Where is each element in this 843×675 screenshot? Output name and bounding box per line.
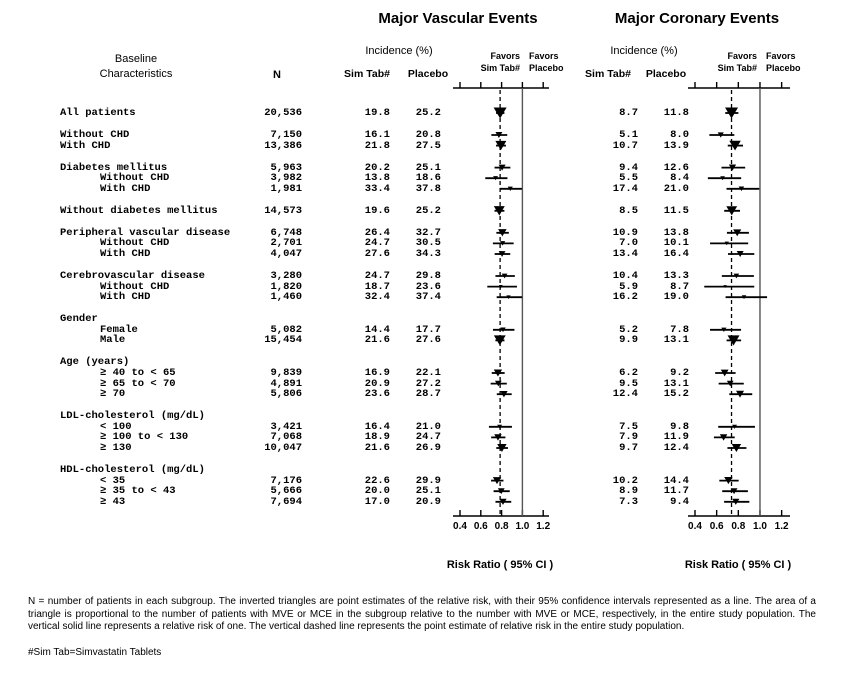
row-mve-placebo: 21.0	[415, 420, 441, 433]
row-mve-placebo: 37.4	[415, 291, 441, 304]
row-mce-sim: 9.9	[619, 334, 638, 347]
row-mve-placebo: 27.5	[415, 139, 441, 152]
axis-tick-label: 0.4	[688, 521, 702, 532]
baseline-header-line1: Baseline	[114, 53, 158, 65]
row-mce-placebo: 9.2	[670, 367, 689, 379]
axis-tick-label: 1.2	[536, 521, 551, 532]
row-mve-placebo: 32.7	[415, 226, 441, 239]
mce-favors-placebo-label: Favors Placebo	[766, 51, 801, 73]
mve-plot	[453, 82, 549, 516]
row-mce-placebo: 15.2	[663, 388, 689, 401]
mve-placebo-column-header: Placebo	[407, 68, 449, 80]
row-label: Without diabetes mellitus	[60, 204, 218, 217]
row-mve-sim: 19.8	[364, 107, 390, 119]
row-label: Without CHD	[100, 280, 170, 293]
row-n: 1,820	[270, 280, 302, 293]
row-n: 4,047	[270, 248, 302, 260]
row-n: 9,839	[270, 367, 302, 379]
mce-plot	[688, 82, 790, 516]
row-mve-sim: 22.6	[364, 474, 390, 487]
axis-tick-label: 0.8	[494, 521, 509, 532]
mve-title: Major Vascular Events	[378, 10, 538, 27]
mce-favors-sim-label: Favors Sim Tab#	[717, 51, 757, 73]
row-label: ≥ 40 to < 65	[100, 367, 176, 379]
row-mve-placebo: 25.1	[415, 485, 441, 498]
row-mve-placebo: 29.8	[415, 270, 441, 282]
row-n: 20,536	[264, 107, 302, 119]
row-mce-sim: 12.4	[612, 388, 638, 401]
row-mve-sim: 33.4	[364, 182, 390, 195]
row-mce-sim: 10.7	[612, 139, 638, 152]
row-mce-placebo: 12.6	[663, 161, 689, 174]
row-label: With CHD	[60, 139, 111, 152]
row-mve-sim: 14.4	[364, 323, 390, 336]
row-mve-sim: 21.6	[364, 334, 390, 347]
row-n: 5,806	[270, 388, 302, 401]
row-label: All patients	[60, 107, 136, 119]
row-mve-placebo: 24.7	[415, 431, 441, 444]
row-mce-sim: 8.5	[619, 204, 638, 217]
row-mce-placebo: 10.1	[663, 237, 689, 250]
row-mve-placebo: 37.8	[415, 182, 441, 195]
axis-tick-label: 0.4	[453, 521, 467, 532]
row-mce-sim: 10.2	[612, 474, 638, 487]
row-mve-sim: 21.8	[364, 139, 390, 152]
axis-tick-label: 0.8	[731, 521, 746, 532]
row-label: Without CHD	[60, 129, 130, 141]
row-n: 5,666	[270, 485, 302, 498]
row-label: ≥ 130	[100, 442, 132, 454]
row-mce-sim: 7.0	[619, 237, 638, 250]
row-label: Female	[100, 323, 138, 336]
row-mce-sim: 17.4	[612, 182, 638, 195]
row-mve-placebo: 34.3	[415, 248, 441, 260]
row-mve-sim: 23.6	[364, 388, 390, 401]
row-label: ≥ 100 to < 130	[100, 431, 189, 444]
row-label: Without CHD	[100, 172, 170, 185]
row-mve-sim: 24.7	[364, 237, 390, 250]
row-mce-placebo: 11.9	[663, 431, 689, 444]
row-mve-sim: 27.6	[364, 248, 390, 260]
row-mce-placebo: 9.8	[670, 420, 689, 433]
row-n: 1,981	[270, 182, 302, 195]
row-mve-placebo: 27.2	[415, 377, 441, 390]
row-mce-sim: 5.5	[619, 172, 638, 185]
row-label: < 100	[100, 420, 132, 433]
row-mve-placebo: 28.7	[415, 388, 441, 401]
row-n: 3,982	[270, 172, 302, 185]
row-mce-placebo: 14.4	[663, 474, 689, 487]
row-mce-sim: 16.2	[612, 291, 638, 304]
row-mce-sim: 10.4	[612, 270, 638, 282]
row-label: Diabetes mellitus	[60, 161, 168, 174]
row-mve-sim: 16.9	[364, 367, 390, 379]
row-mce-sim: 9.4	[619, 161, 638, 174]
row-mve-placebo: 17.7	[415, 323, 441, 336]
mve-incidence-header: Incidence (%)	[365, 45, 433, 57]
row-mve-sim: 20.2	[364, 161, 390, 174]
row-n: 10,047	[264, 442, 302, 454]
row-mve-sim: 20.0	[364, 485, 390, 498]
row-mce-sim: 7.9	[619, 431, 638, 444]
row-mve-placebo: 18.6	[415, 172, 441, 185]
row-mce-sim: 9.7	[619, 442, 638, 454]
row-mve-sim: 21.6	[364, 442, 390, 454]
row-label: LDL-cholesterol (mg/dL)	[60, 410, 205, 423]
row-mve-sim: 24.7	[364, 270, 390, 282]
row-mve-placebo: 20.8	[415, 129, 441, 141]
row-label: Peripheral vascular disease	[60, 226, 231, 239]
row-mve-placebo: 26.9	[415, 442, 441, 454]
row-n: 3,280	[270, 270, 302, 282]
row-mve-sim: 16.4	[364, 420, 390, 433]
mve-favors-sim-label: Favors Sim Tab#	[480, 51, 520, 73]
row-mce-sim: 5.2	[619, 323, 638, 336]
row-mce-placebo: 12.4	[663, 442, 689, 454]
row-mce-sim: 5.9	[619, 280, 638, 293]
row-label: HDL-cholesterol (mg/dL)	[60, 464, 205, 476]
axis-tick-label: 1.2	[774, 521, 789, 532]
row-mce-placebo: 11.7	[663, 485, 689, 498]
row-mve-placebo: 23.6	[415, 280, 441, 293]
row-mve-sim: 18.7	[364, 280, 390, 293]
row-label: ≥ 43	[100, 495, 126, 508]
row-mce-placebo: 8.4	[670, 172, 689, 185]
mve-risk-ratio-axis-label: Risk Ratio ( 95% CI )	[446, 559, 554, 571]
row-n: 14,573	[264, 204, 302, 217]
row-n: 7,694	[270, 495, 302, 508]
row-label: Male	[100, 334, 126, 347]
row-mce-sim: 7.3	[619, 495, 638, 508]
row-mce-placebo: 19.0	[663, 291, 689, 304]
row-mce-placebo: 13.1	[663, 334, 689, 347]
sim-tab-footnote: #Sim Tab=Simvastatin Tablets	[28, 647, 162, 658]
row-mve-placebo: 22.1	[415, 367, 441, 379]
figure-footnote: N = number of patients in each subgroup. The inverted triangles are point estimates of the relative risk, with their 95% confidence intervals represented as a line. The area of a triangle is proportional to the number of patients with MVE or MCE in the subgroup relative to the number with MVE or MCE, respectively, in the entire study population. The vertical solid line represents a relative risk of one. The vertical dashed line represents the point estimate of relative risk in the entire study population.	[28, 596, 816, 632]
row-mve-placebo: 27.6	[415, 334, 441, 347]
row-mce-sim: 5.1	[619, 129, 638, 141]
n-column-header: N	[273, 69, 281, 81]
row-label: ≥ 35 to < 43	[100, 485, 176, 498]
row-mce-placebo: 16.4	[663, 248, 689, 260]
row-mce-sim: 10.9	[612, 226, 638, 239]
row-label: With CHD	[100, 291, 151, 304]
mce-placebo-column-header: Placebo	[645, 68, 687, 80]
row-mce-placebo: 11.8	[663, 107, 689, 119]
row-mve-placebo: 20.9	[415, 495, 441, 508]
baseline-header-line2: Characteristics	[99, 68, 173, 80]
axis-tick-label: 1.0	[753, 521, 767, 532]
row-mve-sim: 13.8	[364, 172, 390, 185]
row-mve-sim: 26.4	[364, 226, 390, 239]
row-mve-sim: 32.4	[364, 291, 390, 304]
mce-title: Major Coronary Events	[614, 10, 780, 27]
mce-risk-ratio-axis-label: Risk Ratio ( 95% CI )	[684, 559, 792, 571]
row-mce-placebo: 11.5	[663, 204, 689, 217]
mve-sim-column-header: Sim Tab#	[344, 68, 390, 80]
row-label: ≥ 65 to < 70	[100, 377, 176, 390]
axis-tick-label: 0.6	[709, 521, 724, 532]
row-mce-placebo: 7.8	[670, 323, 689, 336]
row-mce-sim: 9.5	[619, 377, 638, 390]
row-mce-sim: 7.5	[619, 420, 638, 433]
row-label: ≥ 70	[100, 388, 126, 401]
row-label: Cerebrovascular disease	[60, 270, 205, 282]
row-n: 3,421	[270, 420, 302, 433]
row-n: 15,454	[264, 334, 302, 347]
row-label: < 35	[100, 474, 126, 487]
row-label: Without CHD	[100, 237, 170, 250]
row-mce-sim: 8.7	[619, 107, 638, 119]
row-n: 6,748	[270, 226, 302, 239]
row-n: 7,176	[270, 474, 302, 487]
mve-favors-placebo-label: Favors Placebo	[529, 51, 564, 73]
row-mce-placebo: 21.0	[663, 182, 689, 195]
row-mce-placebo: 9.4	[670, 495, 689, 508]
row-n: 4,891	[270, 377, 302, 390]
row-n: 5,963	[270, 161, 302, 174]
row-label: With CHD	[100, 182, 151, 195]
mce-incidence-header: Incidence (%)	[610, 45, 678, 57]
row-mce-sim: 6.2	[619, 367, 638, 379]
row-mve-placebo: 25.2	[415, 107, 441, 119]
row-mce-sim: 13.4	[612, 248, 638, 260]
row-mce-sim: 8.9	[619, 485, 638, 498]
row-label: Age (years)	[60, 356, 130, 369]
row-mce-placebo: 13.1	[663, 377, 689, 390]
row-mve-sim: 19.6	[364, 204, 390, 217]
row-n: 7,150	[270, 129, 302, 141]
row-mve-placebo: 25.2	[415, 204, 441, 217]
row-mve-placebo: 29.9	[415, 474, 441, 487]
row-mve-sim: 20.9	[364, 377, 390, 390]
row-n: 1,460	[270, 291, 302, 304]
point-triangle	[494, 107, 507, 118]
row-mce-placebo: 13.3	[663, 270, 689, 282]
row-label: Gender	[60, 313, 98, 326]
row-n: 7,068	[270, 431, 302, 444]
row-mve-placebo: 25.1	[415, 161, 441, 174]
row-n: 5,082	[270, 323, 302, 336]
row-mce-placebo: 13.9	[663, 139, 689, 152]
mce-sim-column-header: Sim Tab#	[585, 68, 631, 80]
row-label: With CHD	[100, 248, 151, 260]
row-mve-sim: 16.1	[364, 129, 390, 141]
row-n: 2,701	[270, 237, 302, 250]
row-mce-placebo: 8.7	[670, 280, 689, 293]
row-n: 13,386	[264, 139, 302, 152]
row-mce-placebo: 8.0	[670, 129, 689, 141]
row-mce-placebo: 13.8	[663, 226, 689, 239]
row-mve-sim: 17.0	[364, 495, 390, 508]
row-mve-sim: 18.9	[364, 431, 390, 444]
axis-tick-label: 1.0	[515, 521, 530, 532]
row-mve-placebo: 30.5	[415, 237, 441, 250]
axis-tick-label: 0.6	[473, 521, 488, 532]
